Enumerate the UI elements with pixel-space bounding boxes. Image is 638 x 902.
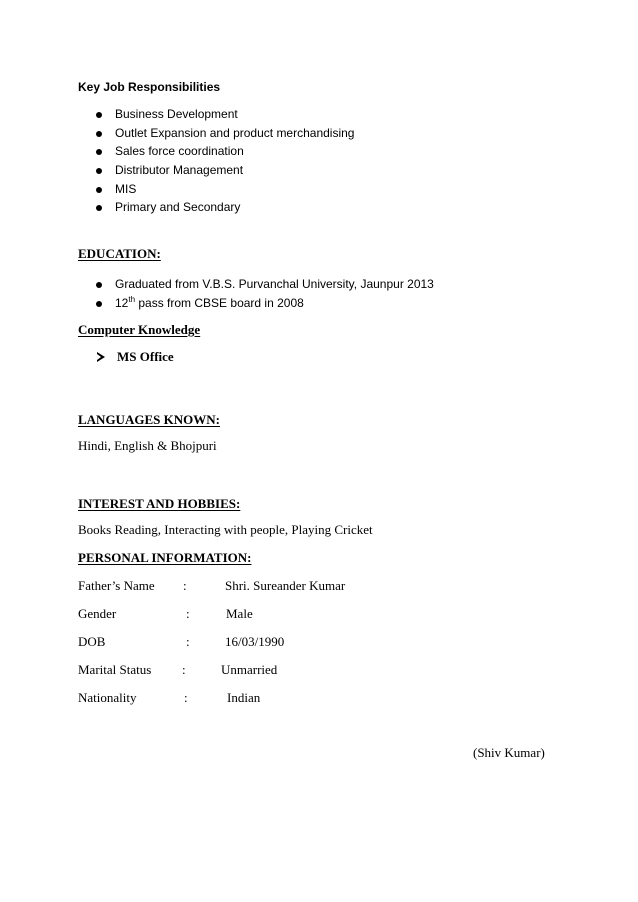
computer-heading: Computer Knowledge — [78, 322, 201, 337]
info-separator: : — [182, 662, 186, 677]
info-separator: : — [186, 606, 190, 621]
bullet-icon — [96, 131, 102, 137]
info-separator: : — [186, 634, 190, 649]
info-value: 16/03/1990 — [225, 634, 285, 649]
education-item-number: 12 — [115, 296, 129, 310]
bullet-icon — [96, 301, 102, 307]
responsibilities-heading: Key Job Responsibilities — [78, 80, 221, 94]
info-value: Unmarried — [221, 662, 278, 677]
bullet-icon — [96, 282, 102, 288]
info-value: Shri. Sureander Kumar — [225, 578, 346, 593]
bullet-icon — [96, 149, 102, 155]
arrow-bullet-icon — [97, 352, 105, 362]
info-value: Indian — [227, 690, 261, 705]
info-separator: : — [183, 578, 187, 593]
list-item: Distributor Management — [115, 163, 244, 177]
bullet-icon — [96, 112, 102, 118]
bullet-icon — [96, 205, 102, 211]
bullet-icon — [96, 187, 102, 193]
list-item: Sales force coordination — [115, 144, 244, 158]
info-label: DOB — [78, 634, 106, 649]
signature-name: (Shiv Kumar) — [473, 745, 545, 760]
info-value: Male — [226, 606, 253, 621]
languages-text: Hindi, English & Bhojpuri — [78, 438, 217, 453]
personal-heading: PERSONAL INFORMATION: — [78, 550, 252, 565]
languages-heading: LANGUAGES KNOWN: — [78, 412, 220, 427]
info-separator: : — [184, 690, 188, 705]
education-item: Graduated from V.B.S. Purvanchal University, Jaunpur 2013 — [115, 277, 434, 291]
interests-heading: INTEREST AND HOBBIES: — [78, 496, 241, 511]
list-item: MIS — [115, 182, 137, 196]
info-label: Gender — [78, 606, 117, 621]
interests-text: Books Reading, Interacting with people, Playing Cricket — [78, 522, 373, 537]
education-item-superscript: th — [128, 295, 136, 304]
education-item — [115, 296, 304, 310]
education-item-text: pass from CBSE board in 2008 — [135, 296, 304, 310]
education-heading: EDUCATION: — [78, 246, 161, 261]
list-item: Outlet Expansion and product merchandising — [115, 126, 355, 140]
list-item: Business Development — [115, 107, 238, 121]
bullet-icon — [96, 168, 102, 174]
info-label: Father’s Name — [78, 578, 155, 593]
info-label: Nationality — [78, 690, 137, 705]
computer-item: MS Office — [117, 349, 174, 364]
info-label: Marital Status — [78, 662, 152, 677]
list-item: Primary and Secondary — [115, 200, 241, 214]
